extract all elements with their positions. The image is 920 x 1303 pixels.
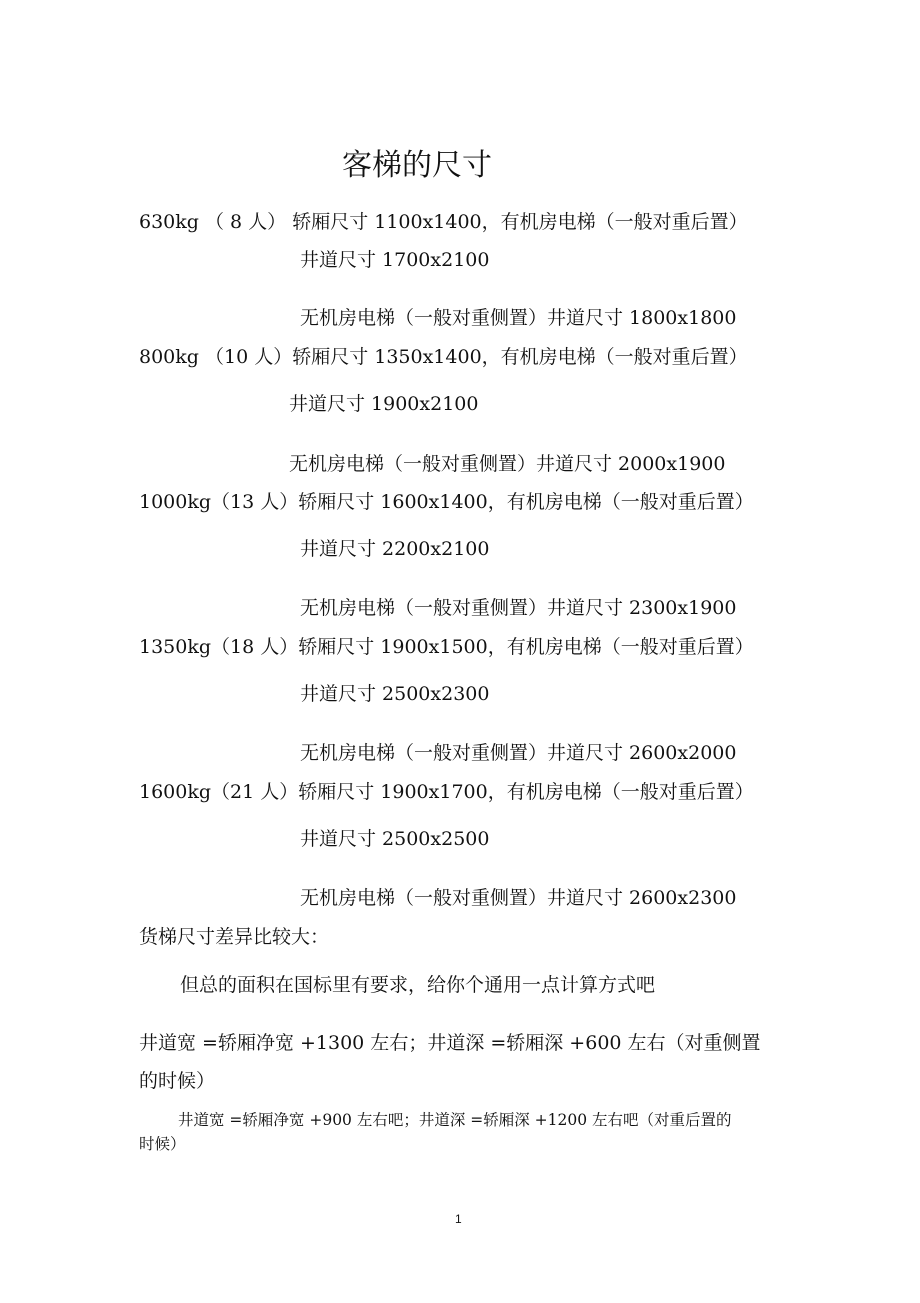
calc-formula-rear-2: 时候）	[139, 1135, 186, 1153]
spec-line-1600kg-car: 1600kg（21 人）轿厢尺寸 1900x1700，有机房电梯（一般对重后置）	[139, 781, 754, 803]
spec-line-800kg-shaft: 井道尺寸 1900x2100	[289, 393, 479, 415]
spec-line-800kg-car: 800kg （10 人）轿厢尺寸 1350x1400，有机房电梯（一般对重后置）	[139, 346, 748, 368]
spec-line-630kg-mrl: 无机房电梯（一般对重侧置）井道尺寸 1800x1800	[300, 307, 737, 329]
spec-line-1600kg-mrl: 无机房电梯（一般对重侧置）井道尺寸 2600x2300	[300, 887, 737, 909]
spec-line-1350kg-car: 1350kg（18 人）轿厢尺寸 1900x1500，有机房电梯（一般对重后置）	[139, 636, 754, 658]
spec-line-1350kg-mrl: 无机房电梯（一般对重侧置）井道尺寸 2600x2000	[300, 742, 737, 764]
spec-line-1000kg-mrl: 无机房电梯（一般对重侧置）井道尺寸 2300x1900	[300, 597, 737, 619]
spec-line-1600kg-shaft: 井道尺寸 2500x2500	[300, 828, 490, 850]
page-number: 1	[455, 1212, 462, 1226]
spec-line-630kg-car: 630kg （ 8 人） 轿厢尺寸 1100x1400，有机房电梯（一般对重后置）	[139, 211, 748, 233]
calc-formula-side-1: 井道宽 =轿厢净宽 +1300 左右；井道深 =轿厢深 +600 左右（对重侧置	[139, 1032, 761, 1054]
document-title: 客梯的尺寸	[342, 148, 492, 183]
freight-note: 货梯尺寸差异比较大：	[139, 926, 330, 948]
calc-formula-rear-1: 井道宽 =轿厢净宽 +900 左右吧；井道深 =轿厢深 +1200 左右吧（对重后置的	[178, 1111, 732, 1129]
spec-line-1350kg-shaft: 井道尺寸 2500x2300	[300, 683, 490, 705]
spec-line-800kg-mrl: 无机房电梯（一般对重侧置）井道尺寸 2000x1900	[289, 453, 726, 475]
spec-line-630kg-shaft: 井道尺寸 1700x2100	[300, 249, 490, 271]
spec-line-1000kg-shaft: 井道尺寸 2200x2100	[300, 538, 490, 560]
calc-intro: 但总的面积在国标里有要求，给你个通用一点计算方式吧	[180, 974, 656, 996]
calc-formula-side-2: 的时候）	[139, 1070, 216, 1092]
spec-line-1000kg-car: 1000kg（13 人）轿厢尺寸 1600x1400，有机房电梯（一般对重后置）	[139, 491, 754, 513]
